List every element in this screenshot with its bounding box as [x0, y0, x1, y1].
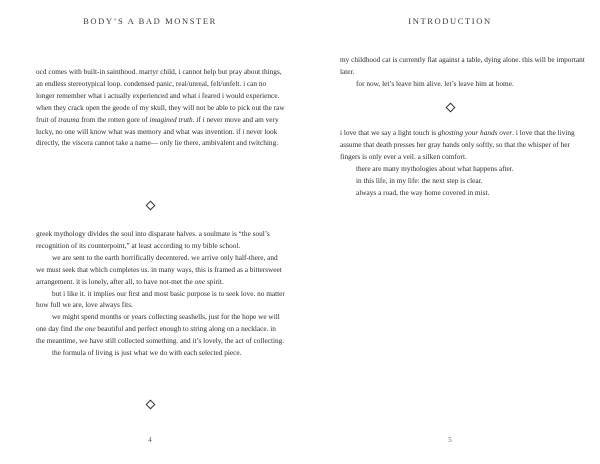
paragraph: ocd comes with built-in sainthood. martyr child, i cannot help but pray about things, an endless stereotypical loop. condensed panic, real/unreal, felt/unfelt. i can no longer remember what i actually experienced and what i feared i would experience. when they crack open the geode of my skull, they will not be able to pick out the raw fruit of trauma from the rotten gore of imagined truth. if i never move and am very lucky, no one will know what was memory and what was invention. if i never look directly, the viscera cannot take a name— only lie there, ambivalent and twitching.: [36, 67, 285, 148]
paragraph: we might spend months or years collecting seashells, just for the hope we will one day find the one beautiful and perfect enough to string along on a necklace. in the meantime, we have still collected something. and it’s lovely, the act of collecting.: [36, 312, 285, 346]
emphasis: one: [194, 276, 206, 286]
emphasis: imagined truth: [149, 114, 193, 124]
paragraph: i love that we say a light touch is ghosting your hands over. i love that the living assume that death presses her gray hands only softly, so that the whisper of her fingers is only ever a veil. a silken comfort.: [340, 128, 575, 161]
emphasis: the one: [74, 324, 96, 334]
paragraph: the formula of living is just what we do with each selected piece.: [52, 348, 242, 358]
paragraph: always a road, the way home covered in mist.: [356, 187, 490, 197]
emphasis: trauma: [58, 114, 80, 124]
left-running-head: BODY’S A BAD MONSTER: [83, 16, 217, 26]
right-page-number: 5: [448, 436, 452, 444]
paragraph: but i like it. it implies our first and most basic purpose is to seek love. no matter how full we are, love always fits.: [36, 288, 285, 310]
paragraph: in this life, in my life: the next step is clear.: [356, 175, 483, 185]
right-section-2: [340, 127, 590, 198]
paragraph: greek mythology divides the soul into disparate halves. a soulmate is “the soul’s recognition of its counterpoint,” at least according to my bible school.: [36, 229, 270, 250]
paragraph: there are many mythologies about what happens after.: [356, 163, 514, 173]
section-break-diamond-icon: [0, 201, 300, 211]
paragraph: we are sent to the earth horrifically decentered. we arrive only half-there, and we must seek that which completes us. in many ways, this is framed as a bittersweet arrangement. it is lonely, after all, to have not-met the one spirit.: [36, 252, 282, 286]
paragraph: my childhood cat is currently flat against a table, dying alone. this will be important later.: [340, 55, 585, 76]
left-section-1: [36, 66, 286, 149]
left-section-2: [36, 228, 286, 359]
paragraph: for now, let’s leave him alive. let’s leave him at home.: [356, 78, 514, 88]
right-running-head: INTRODUCTION: [408, 16, 492, 26]
section-break-diamond-icon: [300, 103, 600, 113]
right-page: [300, 0, 600, 464]
section-break-diamond-icon: [0, 400, 300, 410]
right-section-1: [340, 54, 590, 90]
left-page-number: 4: [148, 436, 152, 444]
emphasis: ghosting your hands over: [437, 128, 513, 137]
